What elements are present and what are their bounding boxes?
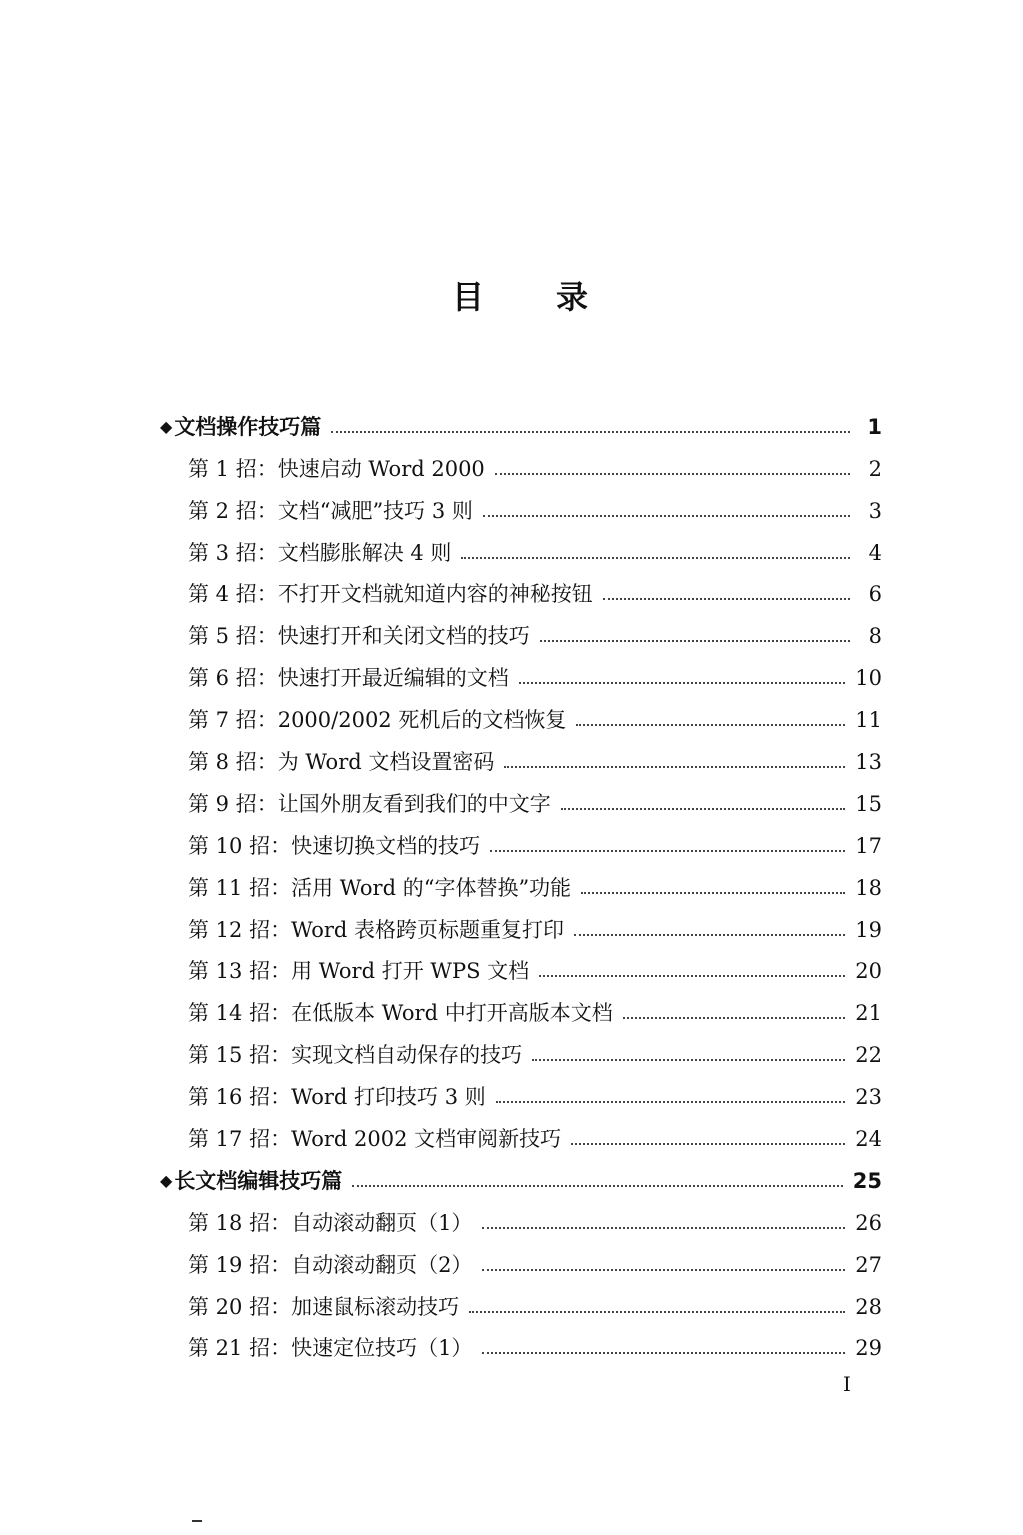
toc-label: 第 21 招：快速定位技巧（1） bbox=[188, 1336, 473, 1361]
toc-label: 第 9 招：让国外朋友看到我们的中文字 bbox=[188, 791, 551, 816]
toc-page-number: 29 bbox=[855, 1336, 882, 1361]
toc-label: 第 13 招：用 Word 打开 WPS 文档 bbox=[188, 959, 530, 984]
toc-page-number: 6 bbox=[868, 582, 882, 607]
toc-page-number: 2 bbox=[868, 456, 882, 481]
toc-page-number: 1 bbox=[867, 414, 882, 439]
toc-entry bbox=[160, 1112, 882, 1154]
toc-page-number: 25 bbox=[852, 1168, 882, 1193]
toc-entry bbox=[160, 1196, 882, 1238]
toc-entry bbox=[160, 777, 882, 819]
toc-section bbox=[160, 1154, 882, 1196]
dot-leader bbox=[540, 640, 850, 642]
toc-entry bbox=[160, 526, 882, 568]
toc-entry bbox=[160, 819, 882, 861]
scan-mark bbox=[192, 1520, 202, 1522]
dot-leader bbox=[519, 682, 846, 684]
dot-leader bbox=[490, 850, 845, 852]
toc-entry bbox=[160, 986, 882, 1028]
dot-leader bbox=[331, 431, 850, 433]
dot-leader bbox=[581, 892, 845, 894]
dot-leader bbox=[469, 1311, 845, 1313]
dot-leader bbox=[482, 1269, 845, 1271]
toc-page-number: 8 bbox=[868, 624, 882, 649]
dot-leader bbox=[352, 1185, 842, 1187]
toc-label: 第 6 招：快速打开最近编辑的文档 bbox=[188, 666, 509, 691]
bullet-icon: ◆ bbox=[160, 1170, 173, 1190]
toc-page-number: 21 bbox=[855, 1001, 882, 1026]
toc-page-number: 17 bbox=[855, 833, 882, 858]
toc-section bbox=[160, 400, 882, 442]
toc-label: 第 18 招：自动滚动翻页（1） bbox=[188, 1210, 473, 1235]
toc-label: 第 7 招：2000/2002 死机后的文档恢复 bbox=[188, 708, 567, 733]
toc-entry bbox=[160, 1322, 882, 1364]
toc-page-number: 15 bbox=[855, 791, 882, 816]
toc-entry bbox=[160, 1028, 882, 1070]
toc-page-number: 23 bbox=[855, 1085, 882, 1110]
toc-page-number: 13 bbox=[855, 750, 882, 775]
dot-leader bbox=[532, 1059, 845, 1061]
toc-entry bbox=[160, 1070, 882, 1112]
toc-label: 第 15 招：实现文档自动保存的技巧 bbox=[188, 1043, 523, 1068]
dot-leader bbox=[571, 1143, 845, 1145]
toc-entry bbox=[160, 1238, 882, 1280]
dot-leader bbox=[482, 1352, 845, 1354]
dot-leader bbox=[539, 975, 845, 977]
toc-label: 第 10 招：快速切换文档的技巧 bbox=[188, 833, 481, 858]
toc-page-number: 11 bbox=[855, 708, 882, 733]
toc-entry bbox=[160, 903, 882, 945]
toc-page-number: 3 bbox=[868, 498, 882, 523]
toc-entry bbox=[160, 1280, 882, 1322]
dot-leader bbox=[496, 1101, 846, 1103]
title-char-1: 目 bbox=[451, 278, 484, 316]
dot-leader bbox=[483, 515, 850, 517]
toc-entry bbox=[160, 609, 882, 651]
toc-page-number: 10 bbox=[855, 666, 882, 691]
toc-label: 第 19 招：自动滚动翻页（2） bbox=[188, 1252, 473, 1277]
toc-page-number: 27 bbox=[855, 1252, 882, 1277]
toc-label: 第 8 招：为 Word 文档设置密码 bbox=[188, 750, 495, 775]
toc-label: 第 2 招：文档“减肥”技巧 3 则 bbox=[188, 498, 473, 523]
dot-leader bbox=[574, 934, 845, 936]
page-number: I bbox=[843, 1372, 851, 1396]
toc-page-number: 20 bbox=[855, 959, 882, 984]
toc-entry bbox=[160, 442, 882, 484]
toc-label: 第 12 招：Word 表格跨页标题重复打印 bbox=[188, 917, 565, 942]
toc-label: 第 20 招：加速鼠标滚动技巧 bbox=[188, 1294, 460, 1319]
dot-leader bbox=[561, 808, 846, 810]
toc-label: 第 5 招：快速打开和关闭文档的技巧 bbox=[188, 624, 530, 649]
bullet-icon: ◆ bbox=[160, 416, 173, 436]
toc-label: 第 11 招：活用 Word 的“字体替换”功能 bbox=[188, 875, 572, 900]
dot-leader bbox=[461, 557, 850, 559]
toc-label: 文档操作技巧篇 bbox=[174, 414, 322, 439]
dot-leader bbox=[603, 598, 850, 600]
toc-entry bbox=[160, 568, 882, 610]
toc-page-number: 4 bbox=[868, 540, 882, 565]
toc-page-number: 18 bbox=[855, 875, 882, 900]
page-title bbox=[0, 272, 1023, 318]
toc-entry bbox=[160, 651, 882, 693]
dot-leader bbox=[495, 473, 850, 475]
toc-entry bbox=[160, 693, 882, 735]
toc-entry bbox=[160, 945, 882, 987]
toc-page-number: 24 bbox=[855, 1127, 882, 1152]
dot-leader bbox=[482, 1227, 845, 1229]
toc-entry bbox=[160, 735, 882, 777]
toc-label: 第 3 招：文档膨胀解决 4 则 bbox=[188, 540, 452, 565]
dot-leader bbox=[576, 724, 845, 726]
toc-entry bbox=[160, 484, 882, 526]
table-of-contents bbox=[160, 400, 882, 1363]
toc-page-number: 22 bbox=[855, 1043, 882, 1068]
toc-page-number: 26 bbox=[855, 1210, 882, 1235]
toc-label: 第 4 招：不打开文档就知道内容的神秘按钮 bbox=[188, 582, 593, 607]
title-char-2: 录 bbox=[556, 278, 589, 316]
toc-label: 长文档编辑技巧篇 bbox=[174, 1168, 343, 1193]
toc-page-number: 28 bbox=[855, 1294, 882, 1319]
toc-label: 第 14 招：在低版本 Word 中打开高版本文档 bbox=[188, 1001, 613, 1026]
toc-label: 第 16 招：Word 打印技巧 3 则 bbox=[188, 1085, 486, 1110]
toc-label: 第 1 招：快速启动 Word 2000 bbox=[188, 456, 485, 481]
toc-entry bbox=[160, 861, 882, 903]
dot-leader bbox=[504, 766, 845, 768]
toc-label: 第 17 招：Word 2002 文档审阅新技巧 bbox=[188, 1127, 562, 1152]
toc-page-number: 19 bbox=[855, 917, 882, 942]
dot-leader bbox=[623, 1017, 846, 1019]
